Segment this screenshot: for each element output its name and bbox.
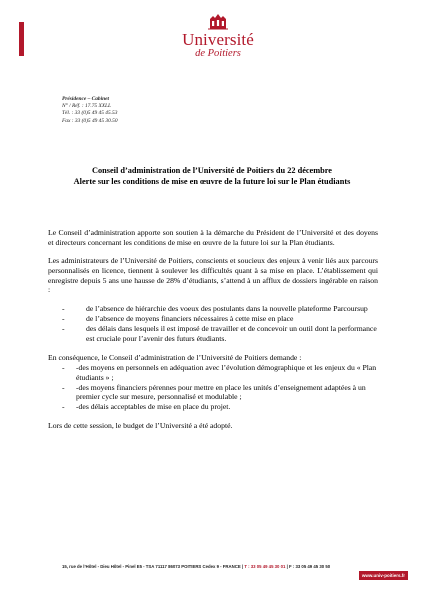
document-body xyxy=(48,228,378,440)
list-item-text: de l’absence de moyens financiers nécessaires à cette mise en place xyxy=(86,314,294,324)
list-item-text: -des moyens financiers pérennes pour mettre en place les unités d’enseignement adaptées à un premier cycle sur mesure, personnalisé et modulable ; xyxy=(76,382,366,402)
sender-tel: Tél. : 33 (0)5 49 45 45.53 xyxy=(62,110,118,117)
university-logo xyxy=(168,12,268,59)
footer-separator: | xyxy=(286,564,288,569)
paragraph-support: Le Conseil d’administration apporte son soutien à la démarche du Président de l’Université et des doyens et directeurs concernant les conditions de mise en œuvre de la future loi sur la Plan étudiants. xyxy=(48,228,378,247)
list-item: - de l’absence de hiérarchie des voeux des postulants dans la nouvelle plateforme Parcoursup xyxy=(62,303,368,313)
sender-title: Présidence – Cabinet xyxy=(62,96,110,102)
footer-address-line xyxy=(62,564,412,569)
footer-website-link[interactable]: www.univ-poitiers.fr xyxy=(359,571,408,580)
footer-fax: F : 33 05 49 45 30 50 xyxy=(289,564,331,569)
document-subtitle: Alerte sur les conditions de mise en œuvre de la future loi sur le Plan étudiants xyxy=(73,177,351,186)
list-item-text: -des délais acceptables de mise en place du projet. xyxy=(76,402,231,412)
university-crest-icon xyxy=(207,12,229,30)
footer-phone: T : 33 05 49 45 30 01 xyxy=(244,564,286,569)
sender-fax: Fax : 33 (0)5 49 45 30.50 xyxy=(62,117,118,124)
paragraph-demands-intro: En conséquence, le Conseil d’administration de l’Université de Poitiers demande : xyxy=(48,352,302,362)
footer-separator: | xyxy=(241,564,244,569)
list-item: - -des délais acceptables de mise en place du projet. xyxy=(62,402,231,412)
logo-line2: de Poitiers xyxy=(195,48,241,59)
footer-address: 15, rue de l’Hôtel - Dieu Hôtel - Pinel E5 - TSA 71117 86073 POITIERS Cedex 9 - FRANCE xyxy=(62,564,241,569)
demands-list xyxy=(48,363,378,412)
list-item-text: -des moyens en personnels en adéquation avec l’évolution démographique et les enjeux du « Plan étudiants » ; xyxy=(76,363,377,382)
paragraph-concerns: Les administrateurs de l’Université de Poitiers, conscients et soucieux des enjeux à venir liés aux parcours personnalisés en licence, tiennent à soulever les difficultés quant à sa mise en place. L’établissement qui enregistre depuis 5 ans une hausse de 28% d’étudiants, s’attend à un afflux de dossiers ingérable en raison : xyxy=(48,256,378,295)
list-item-text: des délais dans lesquels il est imposé de travailler et de concevoir un outil dont la performance est cruciale pour l’avenir des futurs étudiants. xyxy=(86,324,377,343)
list-item: - de l’absence de moyens financiers nécessaires à cette mise en place xyxy=(62,314,294,324)
reasons-list xyxy=(48,304,378,343)
logo-line1: Université xyxy=(182,30,254,49)
list-item-text: de l’absence de hiérarchie des voeux des postulants dans la nouvelle plateforme Parcoursup xyxy=(86,303,368,313)
document-title: Conseil d’administration de l’Université de Poitiers du 22 décembre xyxy=(92,166,332,175)
list-item: - -des moyens en personnels en adéquation avec l’évolution démographique et les enjeux du « Plan étudiants » ; xyxy=(62,363,377,382)
header-accent-bar xyxy=(19,22,24,56)
paragraph-budget: Lors de cette session, le budget de l’Université a été adopté. xyxy=(48,421,233,431)
sender-block xyxy=(62,96,118,125)
document-heading xyxy=(40,165,384,187)
list-item: - des délais dans lesquels il est imposé de travailler et de concevoir un outil dont la performance est cruciale pour l’avenir des futurs étudiants. xyxy=(62,324,377,343)
list-item: - -des moyens financiers pérennes pour mettre en place les unités d’enseignement adaptées à un premier cycle sur mesure, personnalisé et modulable ; xyxy=(62,382,366,402)
sender-ref: N° / Réf. : 17.75 XXLL xyxy=(62,103,112,110)
